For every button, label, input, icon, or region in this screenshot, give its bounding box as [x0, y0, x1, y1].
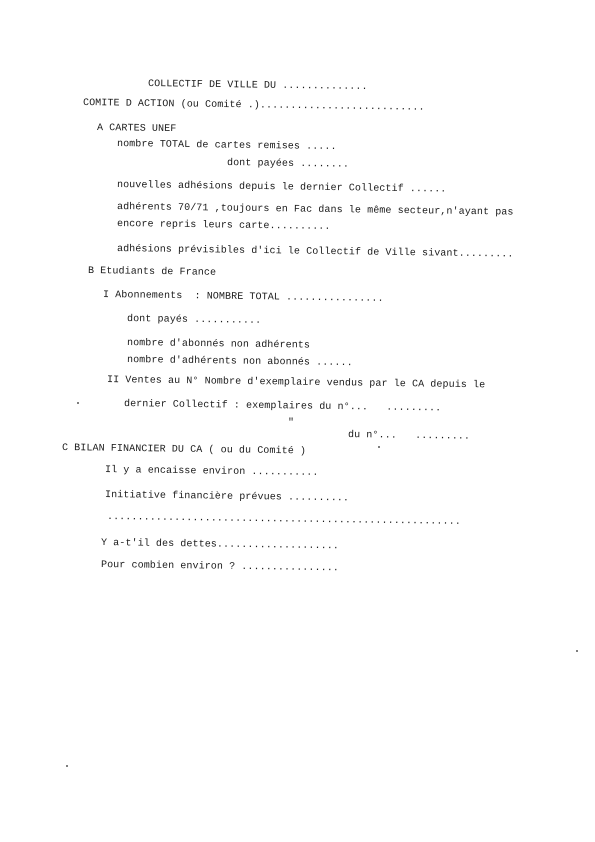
combien-line: Pour combien environ ? ................	[100, 560, 340, 575]
adherents-7071-line: adhérents 70/71 ,toujours en Fac dans le même secteur,n'ayant pas	[116, 202, 514, 219]
dont-payees-line: dont payées ........	[226, 158, 350, 171]
adhesions-previsibles-line: adhésions prévisibles d'ici le Collectif de Ville sivant.........	[116, 244, 514, 261]
dettes-line: Y a-t'il des dettes....................	[100, 538, 340, 553]
encaisse-line: Il y a encaisse environ ...........	[104, 465, 319, 479]
scan-speck	[378, 446, 380, 448]
repris-cartes-line: encore repris leurs carte..........	[116, 219, 331, 233]
abonnements-payes-line: dont payés ...........	[126, 314, 262, 327]
initiative-financiere-line: Initiative financière prévues ..........	[104, 490, 350, 505]
section-b-heading: B Etudiants de France	[87, 266, 217, 279]
ditto-mark: "	[288, 418, 295, 429]
cartes-remises-line: nombre TOTAL de cartes remises .....	[116, 139, 337, 154]
adherents-non-abonnes-line: nombre d'adhérents non abonnés ......	[126, 355, 353, 370]
scan-speck	[66, 765, 68, 767]
nouvelles-adhesions-line: nouvelles adhésions depuis le dernier Collectif ......	[116, 180, 447, 196]
ventes-heading: II Ventes au N° Nombre d'exemplaire vendus par le CA depuis le	[106, 375, 486, 392]
dotted-blank-line: ..........................................................	[106, 512, 461, 528]
abonnements-total-line: I Abonnements : NOMBRE TOTAL ................	[102, 290, 384, 305]
exemplaires-first-line: dernier Collectif : exemplaires du n°... .........	[123, 399, 442, 415]
scan-speck	[77, 402, 79, 404]
collectif-title: COLLECTIF DE VILLE DU ..............	[147, 79, 368, 94]
comite-action-line: COMITE D ACTION (ou Comité .)...........................	[82, 98, 425, 114]
scan-speck	[576, 650, 578, 652]
section-a-heading: A CARTES UNEF	[96, 123, 177, 136]
abonnes-non-adherents-line: nombre d'abonnés non adhérents	[126, 338, 311, 352]
section-c-heading: C BILAN FINANCIER DU CA ( ou du Comité )	[61, 443, 307, 458]
exemplaires-second-line: du n°... .........	[347, 430, 471, 443]
